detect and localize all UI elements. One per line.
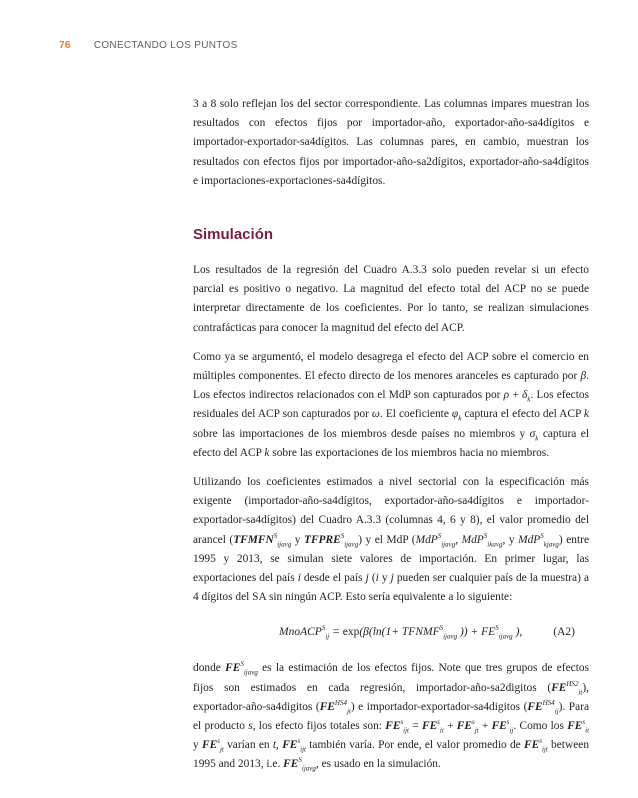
paragraph-fixed-effects: donde $FE^S_{ijavg}$ es la estimación de los efectos fijos. Note que tres grupos de efectos fijos son estimados en cada regresión, importador-año-sa2digitos $(FE^{HS2}_{it})$, exportador-año-sa4digitos $(FE^{HS4}_{jt})$ e importador-exportador-sa4digitos $(FE^{HS4}_{ij})$. Para el producto s, los efecto fijos totales son: $FE^s_{ijt} = FE^s_{it} + FE^s_{jt} + FE^s_{ij}$. Como los $FE^s_{it}$ y $FE^s_{jt}$ varían en t, $FE^s_{ijt}$ también varía. Por ende, el valor promedio de $FE^s_{ijt}$ between 1995 and 2013, i.e. $FE^S_{ijavg}$, es usado en la simulación.	[193, 660, 590, 773]
running-header	[59, 40, 238, 51]
equation-expression: MnoACP$^S_{ij}$ = $\exp(\beta(\ln(1+ TFNMF^S_{ijavg}$ )) + $FE^S_{ijavg}$ ),	[279, 624, 523, 641]
paragraph-model-decomposition: Como ya se argumentó, el modelo desagrega el efecto del ACP sobre el comercio en múltiples componentes. El efecto directo de los menores aranceles es capturado por β. Los efectos indirectos relacionados con el MdP son capturados por $\rho + \delta_k$. Los efectos residuales del ACP son capturados por ω. El coeficiente $\varphi_k$ captura el efecto del ACP k sobre las importaciones de los miembros desde países no miembros y $\sigma_k$ captura el efecto del ACP k sobre las exportaciones de los miembros hacia no miembros.	[193, 350, 589, 459]
main-text-column	[193, 95, 589, 785]
running-title: CONECTANDO LOS PUNTOS	[93, 40, 238, 51]
paragraph-intro: 3 a 8 solo reflejan los del sector correspondiente. Las columnas impares muestran los resultados con efectos fijos por importador-año, exportador-año-sa4dígitos e importador-exportador-sa4dígitos. Las columnas pares, en cambio, muestran los resultados con efectos fijos por importador-año-sa2dígitos, exportador-año-sa4dígitos e importaciones-exportaciones-sa4dígitos.	[193, 98, 589, 187]
paragraph-simulation-purpose: Los resultados de la regresión del Cuadro A.3.3 solo pueden revelar si un efecto parcial es positivo o negativo. La magnitud del efecto total del ACP no se puede interpretar directamente de los coeficientes. Por lo tanto, se realizan simulaciones contrafácticas para conocer la magnitud del efecto del ACP.	[193, 264, 589, 334]
equation-number: (A2)	[553, 626, 575, 639]
paragraph-simulation-method: Utilizando los coeficientes estimados a nivel sectorial con la especificación más exigente (importador-año-sa4dígitos, exportador-año-sa4dígitos e importador-exportador-sa4dígitos) del Cuadro A.3.3 (columnas 4, 6 y 8), el valor promedio del arancel ($TFMFN^S_{ijavg}$ y $TFPRE^S_{ijavg}$) y el MdP (MdP$^S_{ijavg}$, MdP$^S_{ikavg}$, y MdP$^S_{kjavg}$) entre 1995 y 2013, se simulan siete valores de importación. En primer lugar, las exportaciones del país i desde el país j (i y j pueden ser cualquier país de la muestra) a 4 dígitos del SA sin ningún ACP. Esto sería equivalente a lo siguiente:	[193, 476, 589, 604]
equation-a2	[193, 621, 589, 645]
page-number: 76	[59, 40, 71, 51]
section-title: Simulación	[193, 226, 274, 244]
